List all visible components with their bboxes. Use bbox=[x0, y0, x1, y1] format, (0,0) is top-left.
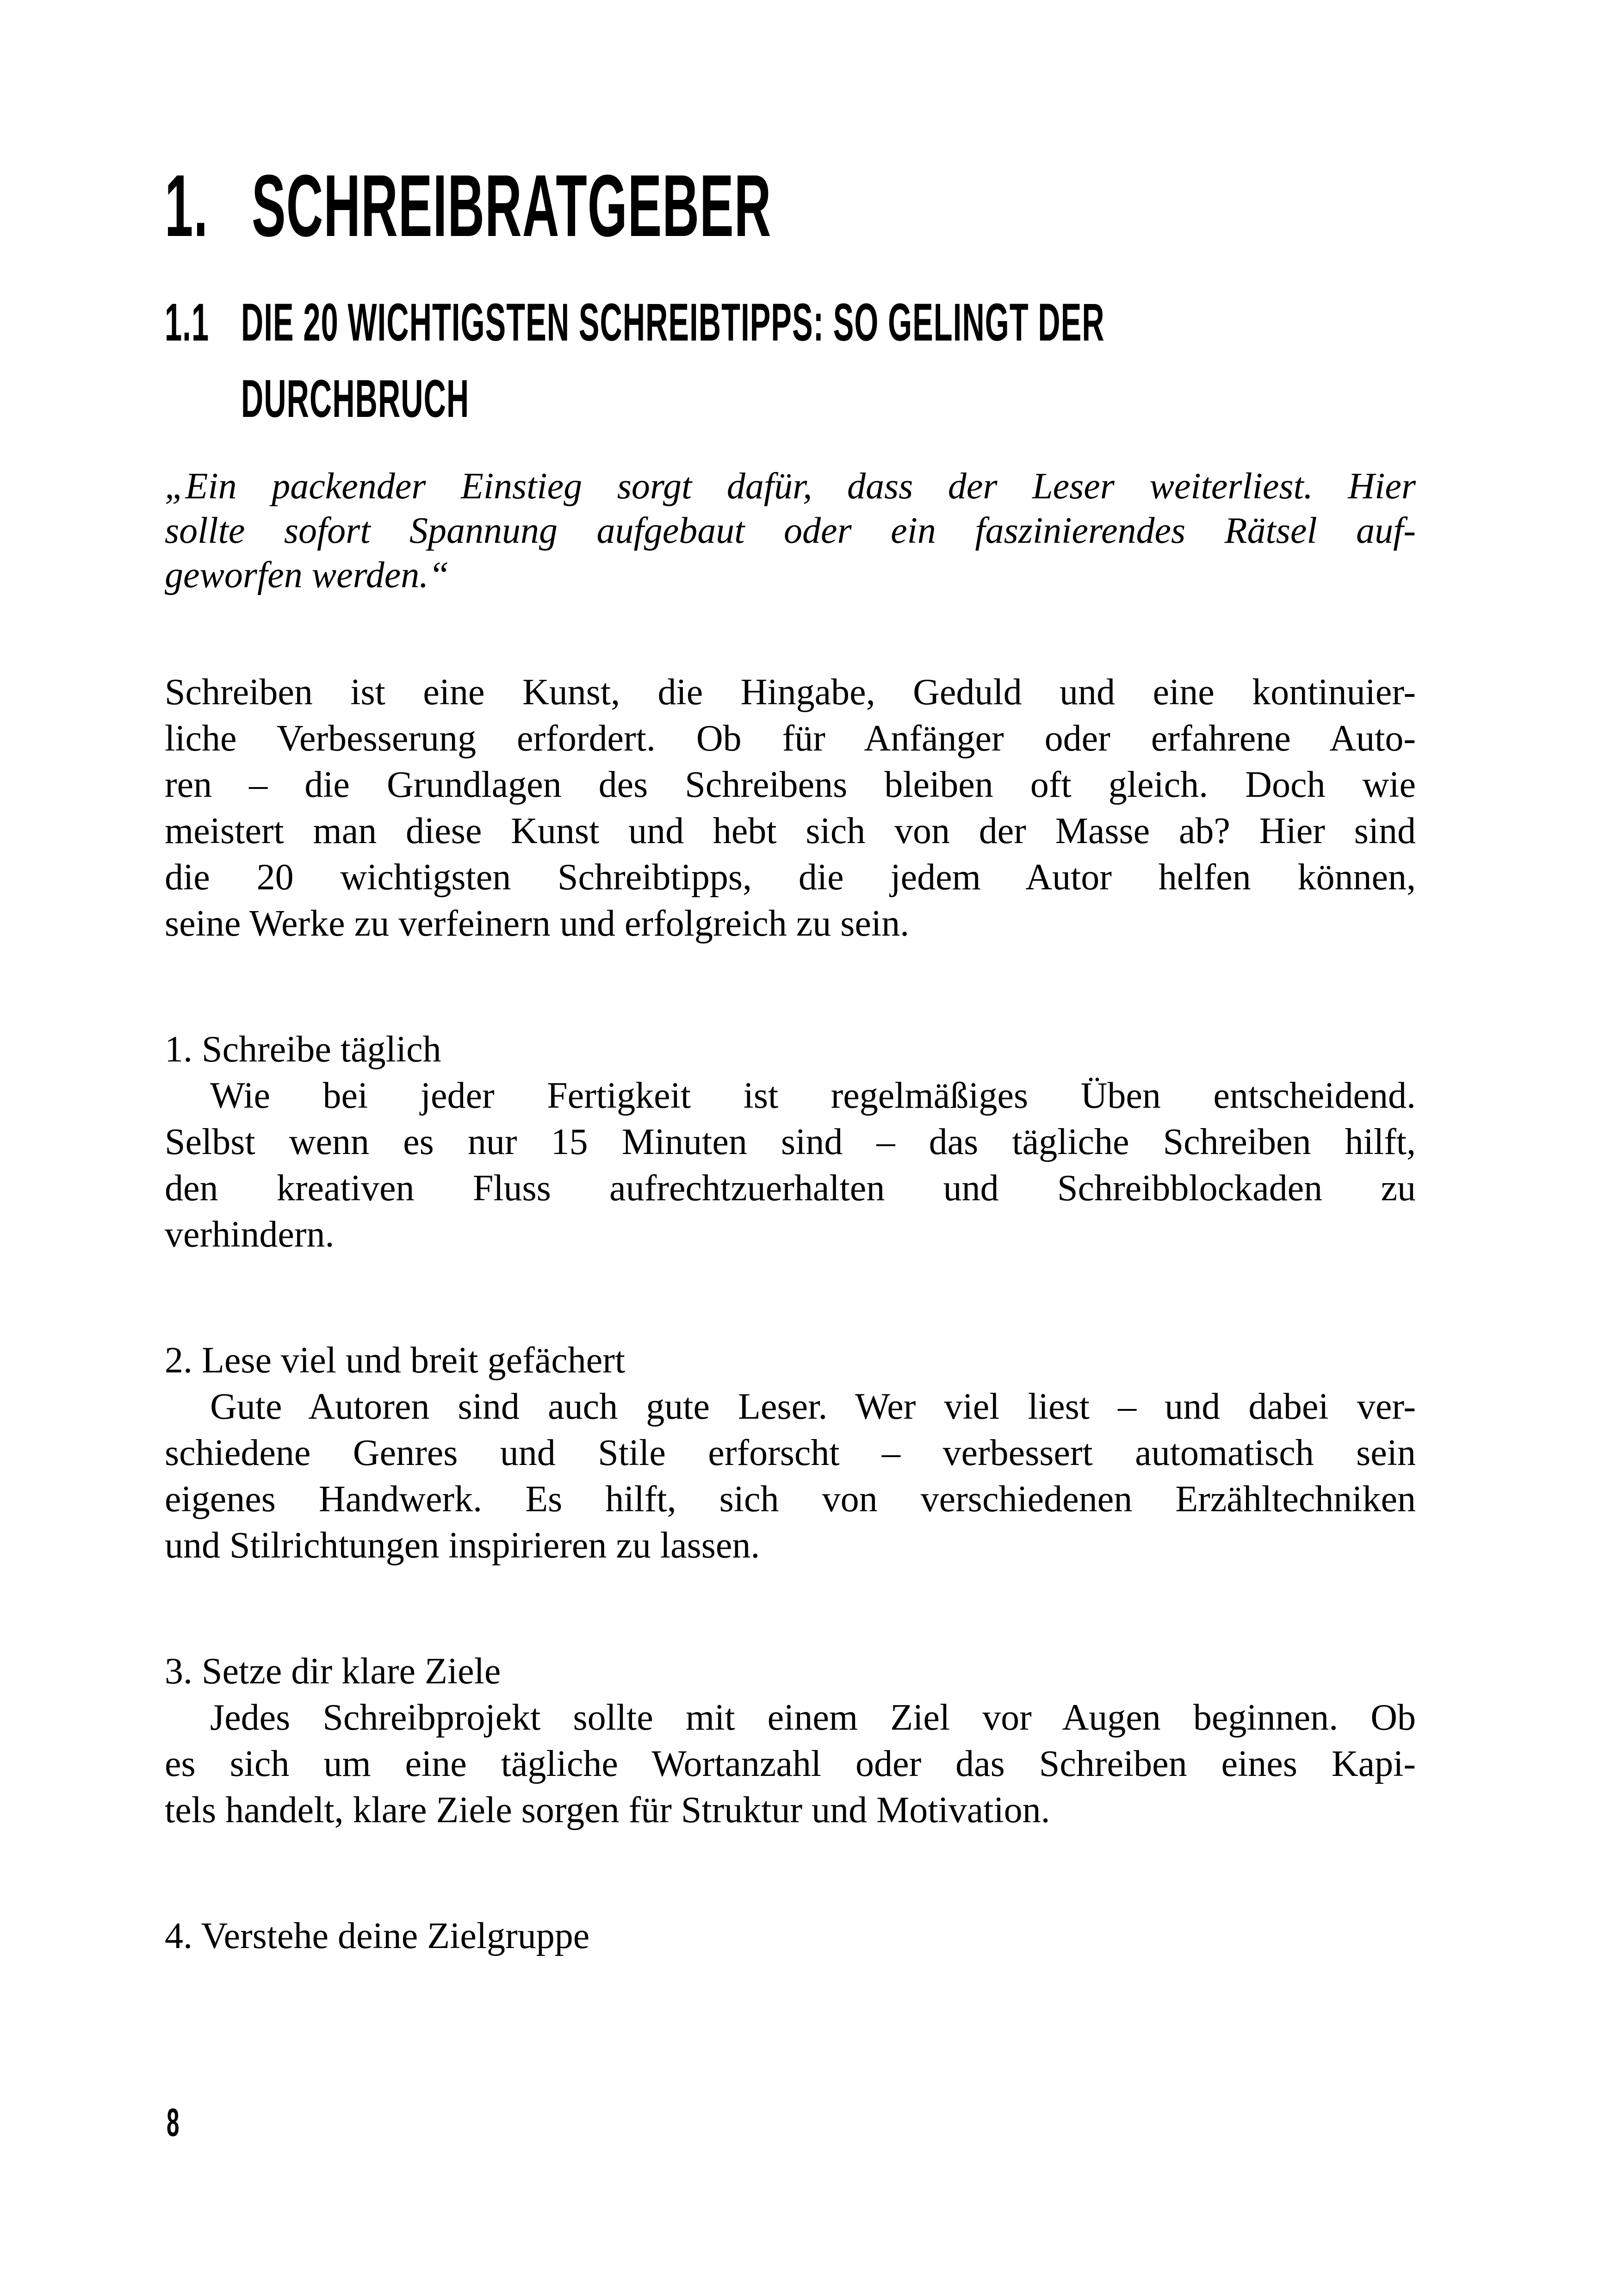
tip-section-3 bbox=[165, 1648, 1416, 1833]
tip-heading: 4. Verstehe deine Zielgruppe bbox=[165, 1916, 590, 1956]
quote-paragraph bbox=[165, 464, 1416, 597]
section-title-line: DURCHBRUCH bbox=[241, 369, 470, 428]
tip-body-line: Wie bei jeder Fertigkeit ist regelmäßiges Üben entscheidend. bbox=[210, 1075, 1416, 1116]
intro-line: ren – die Grundlagen des Schreibens bleiben oft gleich. Doch wie bbox=[165, 764, 1416, 805]
tip-body-line: Jedes Schreibprojekt sollte mit einem Ziel vor Augen beginnen. Ob bbox=[210, 1697, 1416, 1738]
tip-section-1 bbox=[165, 1026, 1416, 1258]
section-title-line: DIE 20 WICHTIGSTEN SCHREIBTIPPS: SO GELINGT DER bbox=[241, 293, 1105, 352]
quote-line: „Ein packender Einstieg sorgt dafür, dass der Leser weiterliest. Hier bbox=[165, 466, 1416, 507]
tip-section-4 bbox=[165, 1913, 1416, 1959]
section-title bbox=[241, 285, 1618, 437]
section-heading bbox=[165, 285, 1416, 437]
section-number: 1.1 bbox=[165, 293, 210, 352]
intro-paragraph bbox=[165, 669, 1416, 947]
tip-body-line: Selbst wenn es nur 15 Minuten sind – das tägliche Schreiben hilft, bbox=[165, 1122, 1416, 1162]
tip-body-line: verhindern. bbox=[165, 1214, 335, 1255]
intro-line: meistert man diese Kunst und hebt sich von der Masse ab? Hier sind bbox=[165, 811, 1416, 851]
tip-heading: 3. Setze dir klare Ziele bbox=[165, 1651, 501, 1692]
chapter-title: SCHREIBRATGEBER bbox=[252, 157, 772, 255]
tip-body-line: den kreativen Fluss aufrechtzuerhalten und Schreibblockaden zu bbox=[165, 1168, 1416, 1209]
quote-line: sollte sofort Spannung aufgebaut oder ein faszinierendes Rätsel auf- bbox=[165, 510, 1416, 551]
intro-line: Schreiben ist eine Kunst, die Hingabe, Geduld und eine kontinuier- bbox=[165, 672, 1416, 713]
tip-body-line: und Stilrichtungen inspirieren zu lassen. bbox=[165, 1525, 760, 1566]
intro-line: liche Verbesserung erfordert. Ob für Anfänger oder erfahrene Auto- bbox=[165, 718, 1416, 759]
intro-line: seine Werke zu verfeinern und erfolgreich zu sein. bbox=[165, 903, 910, 944]
chapter-number: 1. bbox=[165, 157, 209, 255]
tip-section-2 bbox=[165, 1337, 1416, 1569]
tip-body-line: eigenes Handwerk. Es hilft, sich von verschiedenen Erzähltechniken bbox=[165, 1479, 1416, 1520]
tip-body-line: Gute Autoren sind auch gute Leser. Wer viel liest – und dabei ver- bbox=[210, 1386, 1416, 1427]
quote-line: geworfen werden.“ bbox=[165, 555, 449, 596]
tip-body-line: tels handelt, klare Ziele sorgen für Struktur und Motivation. bbox=[165, 1790, 1050, 1831]
chapter-heading bbox=[165, 157, 1416, 255]
tip-body-line: schiedene Genres und Stile erforscht – verbessert automatisch sein bbox=[165, 1433, 1416, 1473]
page-number: 8 bbox=[167, 2101, 180, 2145]
tip-heading: 1. Schreibe täglich bbox=[165, 1029, 441, 1070]
tip-body-line: es sich um eine tägliche Wortanzahl oder das Schreiben eines Kapi- bbox=[165, 1744, 1416, 1784]
intro-line: die 20 wichtigsten Schreibtipps, die jedem Autor helfen können, bbox=[165, 857, 1416, 898]
tip-heading: 2. Lese viel und breit gefächert bbox=[165, 1340, 626, 1381]
page-content bbox=[165, 157, 1416, 1959]
